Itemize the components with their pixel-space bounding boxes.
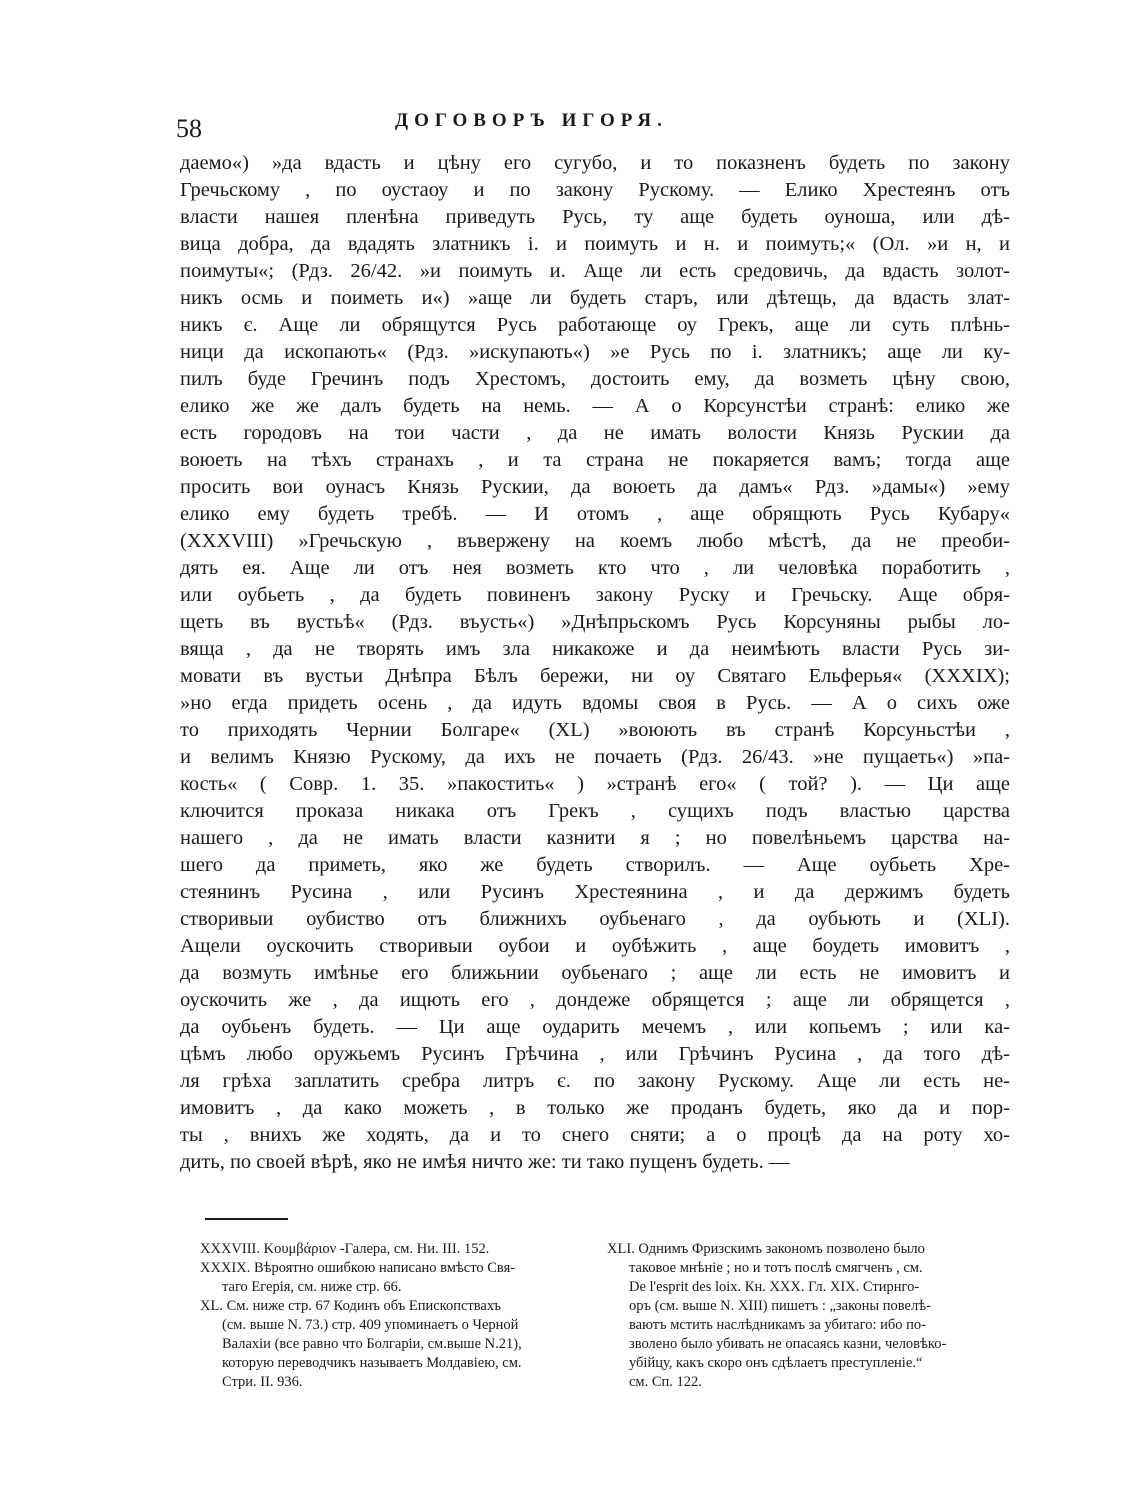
footnote-line: которую переводчикъ называетъ Молдавіею, см. bbox=[222, 1355, 522, 1371]
footnote-line: таго Егерія, см. ниже стр. 66. bbox=[222, 1279, 402, 1295]
text-line: дять ея. Аще ли отъ нея возметь кто что , ли человѣка поработить , bbox=[180, 557, 1010, 579]
footnote-line: De l'esprit des loix. Кн. XXX. Гл. XIX. Стирнго- bbox=[629, 1279, 920, 1295]
text-line: никъ осмь и поиметь и«) »аще ли будеть старъ, или дѣтещь, да вдасть злат- bbox=[180, 287, 1010, 309]
footnote bbox=[607, 1240, 1009, 1392]
text-line: (XXXVIII) »Гречьскую , въвержену на коемъ любо мѣстѣ, да не преоби- bbox=[180, 530, 1010, 552]
text-line: никъ є. Аще ли обрящутся Русь работающе оу Грекъ, аще ли суть плѣнь- bbox=[180, 314, 1010, 336]
text-line: пилъ буде Гречинъ подъ Хрестомъ, достоить ему, да возметь цѣну свою, bbox=[180, 368, 1010, 390]
text-line: Ащели оускочить створивыи оубои и оубѣжить , аще боудеть имовитъ , bbox=[180, 935, 1010, 957]
footnote-line: ваютъ мстить наслѣдникамъ за убитаго: ибо по- bbox=[629, 1317, 926, 1333]
footnote-line: таковое мнѣніе ; но и тотъ послѣ смягченъ , см. bbox=[629, 1260, 923, 1276]
footnote-line: XLI. Однимъ Фризскимъ закономъ позволено было bbox=[607, 1241, 925, 1257]
text-line: и велимъ Князю Рускому, да ихъ не почаеть (Рдз. 26/43. »не пущаеть«) »па- bbox=[180, 746, 1010, 768]
footnote-line: оръ (см. выше N. XIII) пишетъ : „законы повелѣ- bbox=[629, 1298, 931, 1314]
text-line: стеянинъ Русина , или Русинъ Хрестеянина , и да держимъ будеть bbox=[180, 881, 1010, 903]
text-line: власти нашея пленѣна приведуть Русь, ту аще будеть оуноша, или дѣ- bbox=[180, 206, 1010, 228]
text-line: кость« ( Совр. 1. 35. »пакостить« ) »странѣ его« ( той? ). — Ци аще bbox=[180, 773, 1010, 795]
text-line: вяща , да не творять имъ зла никакоже и да неимѣють власти Русь зи- bbox=[180, 638, 1010, 660]
footnote-line: Стри. II. 936. bbox=[222, 1374, 303, 1390]
text-line: имовитъ , да како можеть , в только же проданъ будеть, яко да и пор- bbox=[180, 1097, 1010, 1119]
footnote bbox=[200, 1240, 596, 1259]
text-line: ля грѣха заплатить сребра литръ є. по закону Рускому. Аще ли есть не- bbox=[180, 1070, 1010, 1092]
footnote-rule bbox=[205, 1218, 288, 1220]
text-line: ключится проказа никака отъ Грекъ , сущихъ подъ властью царства bbox=[180, 800, 1010, 822]
footnote-line: XXXIX. Вѣроятно ошибкою написано вмѣсто Свя- bbox=[200, 1260, 516, 1276]
main-text bbox=[180, 150, 1010, 1176]
footnote-line: см. Сп. 122. bbox=[629, 1374, 702, 1390]
footnote-line: XXXVIII. Κουμβάριον -Галера, см. Ни. III. 152. bbox=[200, 1241, 490, 1257]
text-line: елико же же далъ будеть на немь. — А о Корсунстѣи странѣ: елико же bbox=[180, 395, 1010, 417]
text-line: шего да приметь, яко же будеть створилъ. — Аще оубьеть Хре- bbox=[180, 854, 1010, 876]
text-line: щеть въ вустьѣ« (Рдз. въусть«) »Днѣпрьскомъ Русь Корсуняны рыбы ло- bbox=[180, 611, 1010, 633]
text-line: створивыи оубиство отъ ближнихъ оубьенаго , да оубьють и (XLI). bbox=[180, 908, 1010, 930]
text-line: поимуты«; (Рдз. 26/42. »и поимуть и. Аще ли есть средовичь, да вдасть золот- bbox=[180, 260, 1010, 282]
footnote-line: XL. См. ниже стр. 67 Кодинъ объ Епископствахъ bbox=[200, 1298, 502, 1314]
text-line: просить вои оунасъ Князь Рускии, да воюеть да дамъ« Рдз. »дамы«) »ему bbox=[180, 476, 1010, 498]
text-line: мовати въ вустьи Днѣпра Бѣлъ бережи, ни оу Святаго Ельферья« (XXXIX); bbox=[180, 665, 1010, 687]
text-line: даемо«) »да вдасть и цѣну его сугубо, и то показненъ будеть по закону bbox=[180, 152, 1010, 174]
footnote-line: убійцу, какъ скоро онъ сдѣлаетъ преступленіе.“ bbox=[629, 1355, 923, 1371]
text-line: дить, по своей вѣрѣ, яко не имѣя ничто же: ти тако пущенъ будеть. — bbox=[180, 1151, 790, 1173]
text-line: да возмуть имѣнье его ближьнии оубьенаго ; аще ли есть не имовитъ и bbox=[180, 962, 1010, 984]
footnote-line: Валахіи (все равно что Болгаріи, см.выше N.21), bbox=[222, 1336, 522, 1352]
page-number: 58 bbox=[176, 114, 202, 143]
text-line: Гречьскому , по оустаоу и по закону Рускому. — Елико Хрестеянъ отъ bbox=[180, 179, 1010, 201]
text-line: воюеть на тѣхъ странахъ , и та страна не покаряется вамъ; тогда аще bbox=[180, 449, 1010, 471]
text-line: да оубьенъ будеть. — Ци аще оударить мечемъ , или копьемъ ; или ка- bbox=[180, 1016, 1010, 1038]
text-line: цѣмъ любо оружьемъ Русинъ Грѣчина , или Грѣчинъ Русина , да того дѣ- bbox=[180, 1043, 1010, 1065]
running-head: ДОГОВОРЪ ИГОРЯ. bbox=[395, 110, 668, 131]
text-line: ты , внихъ же ходять, да и то снего сняти; а о процѣ да на роту хо- bbox=[180, 1124, 1010, 1146]
text-line: ници да ископають« (Рдз. »искупають«) »е Русь по і. златникъ; аще ли ку- bbox=[180, 341, 1010, 363]
text-line: то приходять Чернии Болгаре« (XL) »воюють въ странѣ Корсуньстѣи , bbox=[180, 719, 1010, 741]
footnotes-left bbox=[200, 1240, 596, 1392]
text-line: оускочить же , да ищють его , дондеже обрящется ; аще ли обрящется , bbox=[180, 989, 1010, 1011]
text-line: или оубьеть , да будеть повиненъ закону Руску и Гречьску. Аще обря- bbox=[180, 584, 1010, 606]
text-line: нашего , да не имать власти казнити я ; но повелѣньемъ царства на- bbox=[180, 827, 1010, 849]
footnote bbox=[200, 1259, 596, 1297]
footnote-line: (см. выше N. 73.) стр. 409 упоминаетъ о Черной bbox=[222, 1317, 519, 1333]
footnotes-right bbox=[607, 1240, 1009, 1392]
text-line: есть городовъ на тои части , да не имать волости Князь Рускии да bbox=[180, 422, 1010, 444]
footnote-line: зволено было убивать не опасаясь казни, человѣко- bbox=[629, 1336, 947, 1352]
text-line: »но егда придеть осень , да идуть вдомы своя в Русь. — А о сихъ оже bbox=[180, 692, 1010, 714]
text-line: елико ему будеть требѣ. — И отомъ , аще обрящють Русь Кубару« bbox=[180, 503, 1010, 525]
text-line: вица добра, да вдадять златникъ і. и поимуть и н. и поимуть;« (Ол. »и н, и bbox=[180, 233, 1010, 255]
footnote bbox=[200, 1297, 596, 1392]
